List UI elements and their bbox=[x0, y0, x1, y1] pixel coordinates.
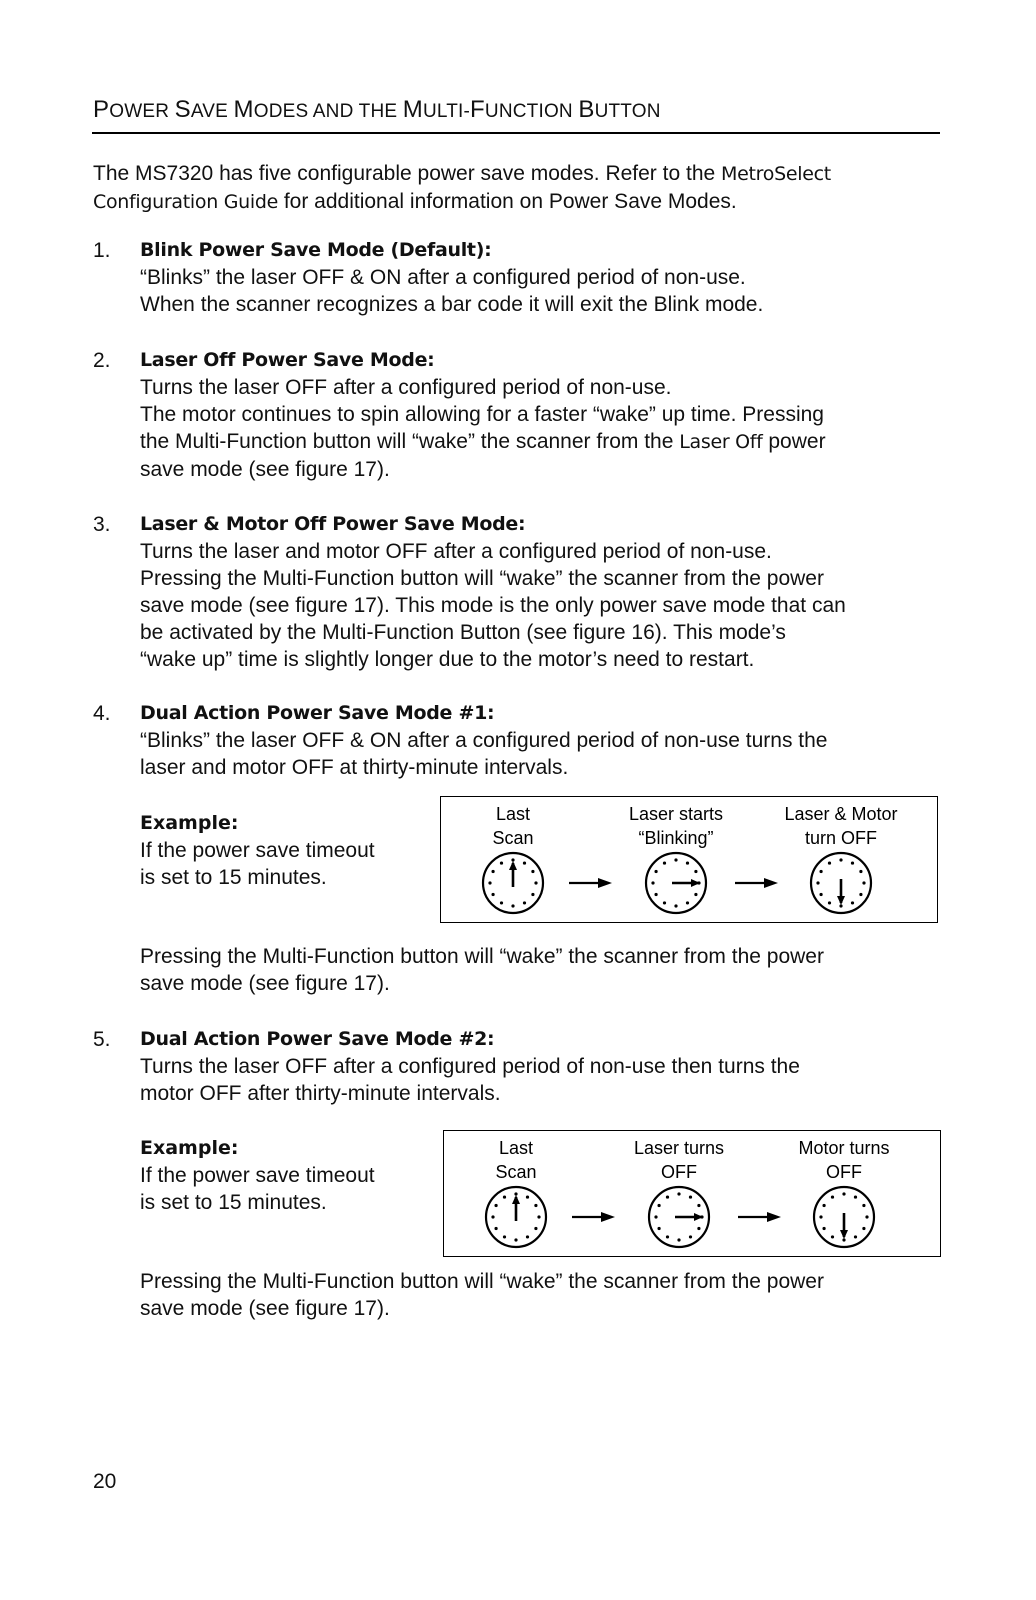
title-part: S bbox=[174, 96, 191, 123]
item-text: “Blinks” the laser OFF & ON after a configured period of non-use. bbox=[140, 266, 746, 289]
item-text: Turns the laser and motor OFF after a configured period of non-use. bbox=[140, 540, 772, 563]
stage-label: turn OFF bbox=[804, 828, 878, 848]
item-number: 3. bbox=[93, 513, 111, 536]
right-arrow-icon bbox=[569, 878, 612, 888]
clock-icon bbox=[649, 1187, 709, 1247]
timeline-diagram bbox=[441, 797, 937, 922]
clock-icon bbox=[486, 1187, 546, 1247]
stage-label: Laser turns bbox=[633, 1138, 725, 1158]
stage-label: Scan bbox=[495, 1162, 537, 1182]
clock-icon bbox=[814, 1187, 874, 1247]
example-text: is set to 15 minutes. bbox=[140, 866, 327, 889]
title-part: AVE bbox=[190, 101, 234, 122]
item-dual-action-2-after bbox=[140, 1268, 940, 1322]
example-block bbox=[140, 810, 375, 891]
item-dual-action-1 bbox=[140, 700, 940, 781]
item-title: Dual Action Power Save Mode #1: bbox=[140, 702, 495, 724]
item-number: 4. bbox=[93, 702, 111, 725]
clock-icon bbox=[483, 853, 543, 913]
timeline-figure-2 bbox=[443, 1130, 941, 1257]
item-text-part: the Multi-Function button will “wake” the scanner from the bbox=[140, 430, 680, 453]
item-text: Pressing the Multi-Function button will “wake” the scanner from the power bbox=[140, 945, 824, 968]
item-text: motor OFF after thirty-minute intervals. bbox=[140, 1082, 501, 1105]
item-number: 5. bbox=[93, 1028, 111, 1051]
example-label: Example: bbox=[140, 1137, 239, 1159]
example-text: If the power save timeout bbox=[140, 1164, 375, 1187]
title-part: M bbox=[402, 96, 423, 123]
item-laser-off-mode bbox=[140, 347, 940, 483]
right-arrow-icon bbox=[738, 1212, 781, 1222]
intro-guide-name: MetroSelect bbox=[721, 163, 831, 185]
stage-label: Last bbox=[495, 804, 531, 824]
title-part: UTTON bbox=[594, 101, 661, 122]
item-dual-action-2 bbox=[140, 1026, 940, 1107]
example-label: Example: bbox=[140, 812, 239, 834]
clock-icon bbox=[646, 853, 706, 913]
title-part: B bbox=[578, 96, 595, 123]
stage-label: Scan bbox=[492, 828, 534, 848]
item-number: 2. bbox=[93, 349, 111, 372]
title-part: ULTI- bbox=[422, 101, 471, 122]
title-underline bbox=[92, 132, 940, 134]
stage-label: OFF bbox=[661, 1162, 697, 1182]
example-block bbox=[140, 1135, 375, 1216]
item-text-emph: Laser Off bbox=[679, 431, 763, 453]
title-part: P bbox=[93, 96, 110, 123]
item-text: Turns the laser OFF after a configured period of non-use. bbox=[140, 376, 672, 399]
item-text: laser and motor OFF at thirty-minute intervals. bbox=[140, 756, 569, 779]
item-number: 1. bbox=[93, 239, 111, 262]
item-title: Laser & Motor Off Power Save Mode: bbox=[140, 513, 526, 535]
timeline-diagram bbox=[444, 1131, 940, 1256]
timeline-figure-1 bbox=[440, 796, 938, 923]
stage-label: Laser & Motor bbox=[784, 804, 898, 824]
intro-guide-name: Configuration Guide bbox=[93, 191, 278, 213]
intro-text: for additional information on Power Save Modes. bbox=[278, 190, 737, 213]
item-title: Blink Power Save Mode (Default): bbox=[140, 239, 492, 261]
right-arrow-icon bbox=[735, 878, 778, 888]
item-text: save mode (see figure 17). bbox=[140, 1297, 390, 1320]
item-blink-mode bbox=[140, 237, 940, 318]
title-part: ODES AND THE bbox=[253, 101, 403, 122]
item-text: “Blinks” the laser OFF & ON after a configured period of non-use turns the bbox=[140, 729, 828, 752]
right-arrow-icon bbox=[572, 1212, 615, 1222]
item-text: When the scanner recognizes a bar code it will exit the Blink mode. bbox=[140, 293, 764, 316]
title-part: OWER bbox=[109, 101, 175, 122]
item-text: Pressing the Multi-Function button will “wake” the scanner from the power bbox=[140, 1270, 824, 1293]
clock-icon bbox=[811, 853, 871, 913]
example-text: If the power save timeout bbox=[140, 839, 375, 862]
item-text: save mode (see figure 17). bbox=[140, 972, 390, 995]
title-part: M bbox=[233, 96, 254, 123]
title-part: UNCTION bbox=[484, 101, 579, 122]
item-title: Dual Action Power Save Mode #2: bbox=[140, 1028, 495, 1050]
item-text: “wake up” time is slightly longer due to the motor’s need to restart. bbox=[140, 648, 755, 671]
item-text: be activated by the Multi-Function Button (see figure 16). This mode’s bbox=[140, 621, 786, 644]
title-part: F bbox=[470, 96, 485, 123]
stage-label: “Blinking” bbox=[638, 828, 714, 848]
page-number: 20 bbox=[93, 1470, 117, 1493]
intro-text: The MS7320 has five configurable power save modes. Refer to the bbox=[93, 162, 722, 185]
page-title bbox=[93, 96, 661, 124]
stage-label: Motor turns bbox=[798, 1138, 890, 1158]
item-text bbox=[140, 428, 940, 456]
item-text: save mode (see figure 17). bbox=[140, 458, 390, 481]
item-text: Pressing the Multi-Function button will “wake” the scanner from the power bbox=[140, 567, 824, 590]
item-text: Turns the laser OFF after a configured period of non-use then turns the bbox=[140, 1055, 800, 1078]
item-text-part: power bbox=[762, 430, 826, 453]
item-laser-motor-off-mode bbox=[140, 511, 940, 673]
example-text: is set to 15 minutes. bbox=[140, 1191, 327, 1214]
stage-label: Laser starts bbox=[628, 804, 724, 824]
item-dual-action-1-after bbox=[140, 943, 940, 997]
stage-label: Last bbox=[498, 1138, 534, 1158]
intro-paragraph bbox=[93, 160, 943, 216]
item-text: save mode (see figure 17). This mode is the only power save mode that can bbox=[140, 594, 846, 617]
stage-label: OFF bbox=[826, 1162, 862, 1182]
item-title: Laser Off Power Save Mode: bbox=[140, 349, 435, 371]
item-text: The motor continues to spin allowing for a faster “wake” up time. Pressing bbox=[140, 403, 824, 426]
